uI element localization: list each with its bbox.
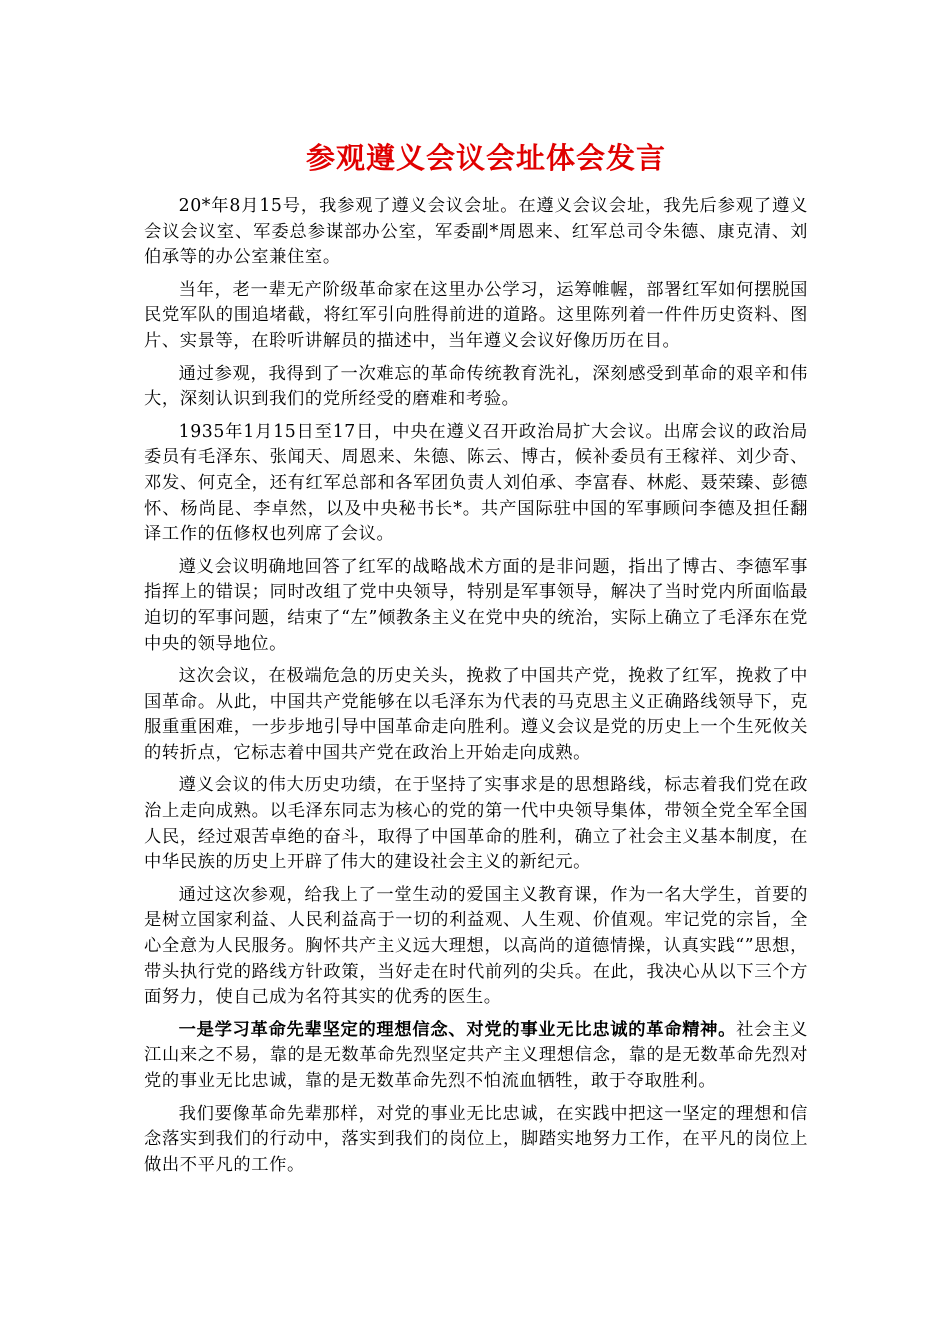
paragraph-3 <box>144 362 808 413</box>
paragraph-lead-bold: 一是学习革命先辈坚定的理想信念、对党的事业无比忠诚的革命精神。 <box>178 1019 737 1040</box>
paragraph-text: 遵义会议的伟大历史功绩，在于坚持了实事求是的思想路线，标志着我们党在政治上走向成熟。以毛泽东同志为核心的党的第一代中央领导集体，带领全党全军全国人民，经过艰苦卓绝的奋斗，取得了中国革命的胜利，确立了社会主义基本制度，在中华民族的历史上开辟了伟大的建设社会主义的新纪元。 <box>144 775 808 873</box>
paragraph-1 <box>144 194 808 271</box>
paragraph-10 <box>144 1102 808 1179</box>
paragraph-5 <box>144 555 808 657</box>
paragraph-text: 当年，老一辈无产阶级革命家在这里办公学习，运筹帷幄，部署红军如何摆脱国民党军队的围追堵截，将红军引向胜得前进的道路。这里陈列着一件件历史资料、图片、实景等，在聆听讲解员的描述中，当年遵义会议好像历历在目。 <box>144 279 808 351</box>
paragraph-text: 20*年8月15号，我参观了遵义会议会址。在遵义会议会址，我先后参观了遵义会议会议室、军委总参谋部办公室，军委副*周恩来、红军总司令朱德、康克清、刘伯承等的办公室兼住室。 <box>144 196 808 268</box>
paragraph-2 <box>144 278 808 355</box>
paragraph-7 <box>144 773 808 875</box>
paragraph-4 <box>144 420 808 548</box>
paragraph-text: 我们要像革命先辈那样，对党的事业无比忠诚，在实践中把这一坚定的理想和信念落实到我们的行动中，落实到我们的岗位上，脚踏实地努力工作，在平凡的岗位上做出不平凡的工作。 <box>144 1103 808 1175</box>
paragraph-8 <box>144 883 808 1011</box>
paragraph-text: 通过这次参观，给我上了一堂生动的爱国主义教育课，作为一名大学生，首要的是树立国家利益、人民利益高于一切的利益观、人生观、价值观。牢记党的宗旨，全心全意为人民服务。胸怀共产主义远大理想，以高尚的道德情操，认真实践“”思想，带头执行党的路线方针政策，当好走在时代前列的尖兵。在此，我决心从以下三个方面努力，使自己成为名符其实的优秀的医生。 <box>144 884 808 1008</box>
paragraph-text: 遵义会议明确地回答了红军的战略战术方面的是非问题，指出了博古、李德军事指挥上的错误；同时改组了党中央领导，特别是军事领导，解决了当时党内所面临最迫切的军事问题，结束了“左”倾教条主义在党中央的统治，实际上确立了毛泽东在党中央的领导地位。 <box>144 556 808 654</box>
paragraph-text: 这次会议，在极端危急的历史关头，挽救了中国共产党，挽救了红军，挽救了中国革命。从此，中国共产党能够在以毛泽东为代表的马克思主义正确路线领导下，克服重重困难，一步步地引导中国革命走向胜利。遵义会议是党的历史上一个生死攸关的转折点，它标志着中国共产党在政治上开始走向成熟。 <box>144 666 808 763</box>
document-title: 参观遵义会议会址体会发言 <box>305 141 666 175</box>
paragraph-text: 通过参观，我得到了一次难忘的革命传统教育洗礼，深刻感受到革命的艰辛和伟大，深刻认识到我们的党所经受的磨难和考验。 <box>144 363 808 410</box>
paragraph-9 <box>144 1018 808 1095</box>
paragraph-text: 1935年1月15日至17日，中央在遵义召开政治局扩大会议。出席会议的政治局委员有毛泽东、张闻天、周恩来、朱德、陈云、博古，候补委员有王稼祥、刘少奇、邓发、何克全，还有红军总部和各军团负责人刘伯承、李富春、林彪、聂荣臻、彭德怀、杨尚昆、李卓然，以及中央秘书长*。共产国际驻中国的军事顾问李德及担任翻译工作的伍修权也列席了会议。 <box>144 421 808 545</box>
paragraph-text: 社会主义江山来之不易，靠的是无数革命先烈坚定共产主义理想信念，靠的是无数革命先烈对党的事业无比忠诚，靠的是无数革命先烈不怕流血牺牲，敢于夺取胜利。 <box>144 1019 808 1091</box>
paragraph-6 <box>144 664 808 766</box>
